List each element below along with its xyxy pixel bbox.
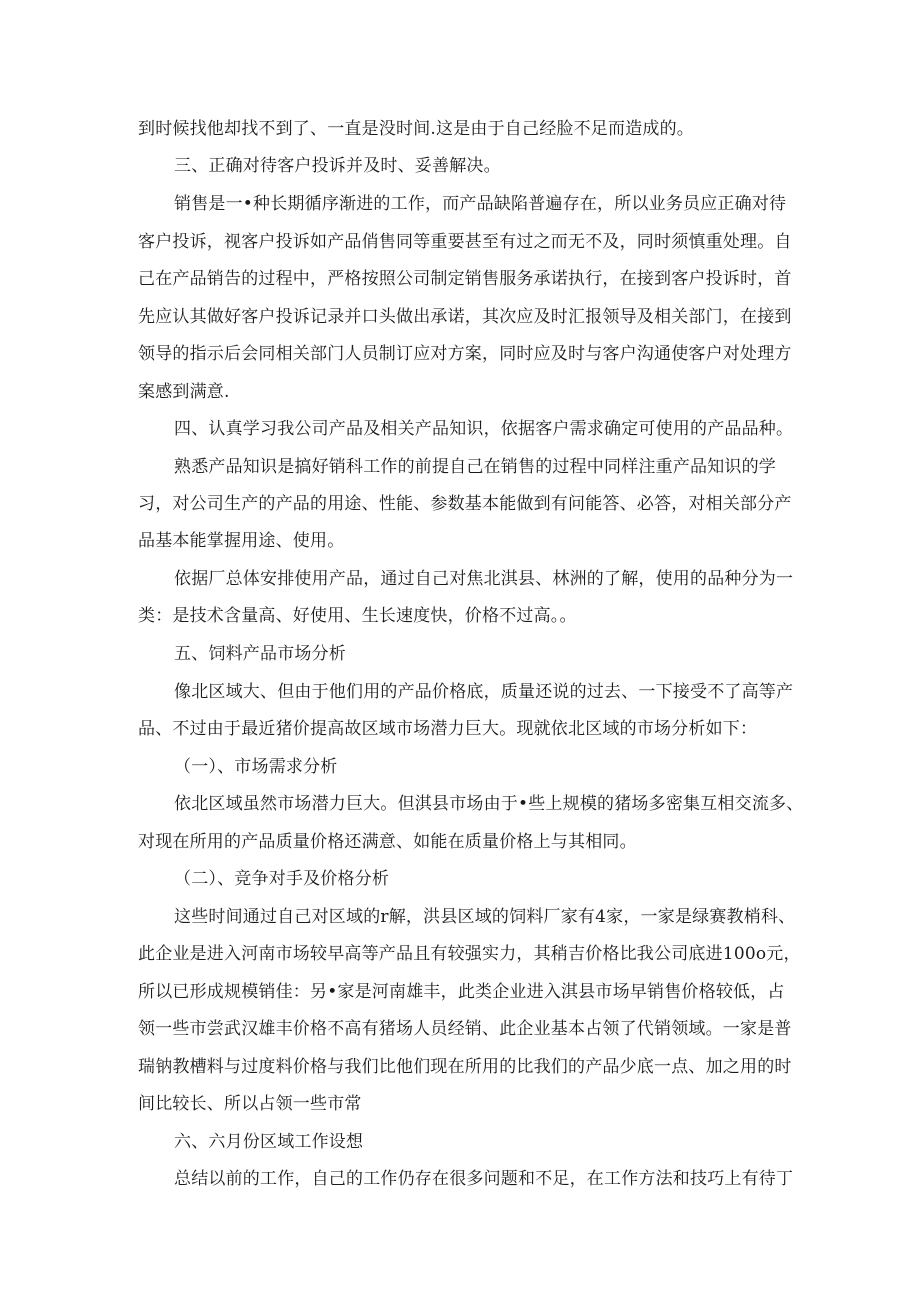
body-line: 己在产品销告的过程中，严格按照公司制定销售服务承诺执行，在接到客户投诉时，首 bbox=[138, 269, 792, 289]
body-line: 习，对公司生产的产品的用途、性能、参数基本能做到有问能答、必答，对相关部分产 bbox=[138, 494, 792, 514]
body-line: 类：是技术含量高、好使用、生长速度快，价格不过高。。 bbox=[138, 606, 577, 626]
paragraph-first-line: 像北区域大、但由于他们用的产品价格底，质量还说的过去、一下接受不了高等产 bbox=[174, 682, 794, 702]
section-heading: 五、饲料产品市场分析 bbox=[174, 644, 346, 664]
body-line: 到时候找他却找不到了、一直是没时间.这是由于自己经脸不足而造成的。 bbox=[138, 119, 695, 139]
subsection-heading: （一）、市场需求分析 bbox=[174, 757, 338, 777]
paragraph-first-line: 总结以前的工作，自己的工作仍存在很多问题和不足，在工作方法和技巧上有待丁 bbox=[174, 1169, 794, 1189]
paragraph-first-line: 这些时间通过自己对区域的r解，洪县区域的饲料厂家有4家，一家是绿赛教梢科、 bbox=[174, 907, 796, 927]
paragraph-first-line: 熟悉产品知识是搞好销科工作的前提自己在销售的过程中同样注重产品知识的学 bbox=[174, 457, 776, 477]
body-line: 案感到满意. bbox=[138, 382, 230, 402]
section-heading: 六、六月份区域工作设想 bbox=[174, 1132, 364, 1152]
body-line: 领导的指示后会同相关部门人员制订应对方案，同时应及时与客户沟通使客户对处理方 bbox=[138, 344, 792, 364]
subsection-heading: （二）、竞争对手及价格分析 bbox=[174, 869, 390, 889]
body-line: 对现在所用的产品质量价格还满意、如能在质量价格上与其相同。 bbox=[138, 832, 637, 852]
body-line: 瑞钠教槽料与过度料价格与我们比他们现在所用的比我们的产品少底一点、加之用的时 bbox=[138, 1057, 792, 1077]
paragraph-first-line: 销售是一•种长期循序渐进的工作，而产品缺陷普遍存在，所以业务员应正确对待 bbox=[174, 194, 787, 214]
body-line: 客户投诉，视客户投诉如产品俏售同等重要甚至有过之而无不及，同时须慎重处理。自 bbox=[138, 232, 792, 252]
body-line: 领一些市尝武汉雄丰价格不高有猪场人员经销、此企业基本占领了代销领域。一家是普 bbox=[138, 1019, 792, 1039]
section-heading: 三、正确对待客户投诉并及时、妥善解决。 bbox=[174, 156, 501, 176]
body-line: 先应认其做好客户投诉记录并口头做出承诺，其次应及时汇报领导及相关部门，在接到 bbox=[138, 307, 792, 327]
body-line: 间比较长、所以占领一些市常 bbox=[138, 1094, 362, 1114]
body-line: 所以已形成规模销佳：另•家是河南雄丰，此类企业进入淇县市场早销售价格较低，占 bbox=[138, 982, 785, 1002]
body-line: 此企业是进入河南市场较早高等产品且有较强实力，其稍吉价格比我公司底进100o元， bbox=[138, 944, 801, 964]
body-line: 品基本能掌握用途、使用。 bbox=[138, 531, 345, 551]
paragraph-first-line: 依北区域虽然市场潜力巨大。但淇县市场由于•些上规模的猪场多密集互相交流多、 bbox=[174, 794, 804, 814]
section-heading: 四、认真学习我公司产品及相关产品知识，依据客户需求确定可使用的产品品种。 bbox=[174, 419, 794, 439]
paragraph-first-line: 依据厂总体安排使用产品，通过自己对焦北淇县、林洲的了解，使用的品种分为一 bbox=[174, 569, 794, 589]
body-line: 品、不过由于最近猪价提高故区域市场潜力巨大。现就依北区域的市场分析如下： bbox=[138, 719, 758, 739]
